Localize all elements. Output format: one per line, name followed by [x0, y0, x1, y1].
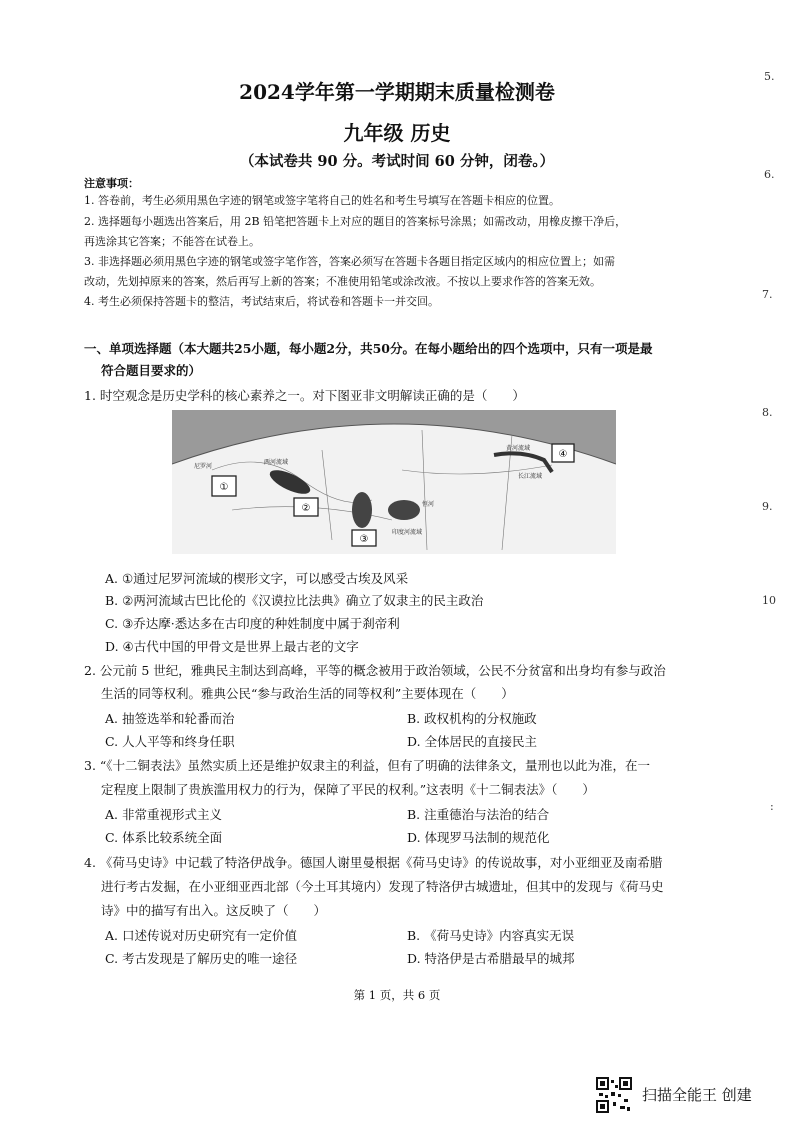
q3-option-b: B. 注重德治与法治的结合 — [407, 807, 550, 822]
notice-line: 3. 非选择题必须用黑色字迹的钢笔或签字笔作答，答案必须写在答题卡各题目指定区域内的相应位置上；如需 — [84, 255, 615, 268]
q3-option-a: A. 非常重视形式主义 — [105, 807, 222, 822]
q2-option-c: C. 人人平等和终身任职 — [105, 734, 235, 749]
q2-option-d: D. 全体居民的直接民主 — [407, 734, 538, 749]
margin-mark: 8. — [762, 406, 773, 419]
section-heading: 一、单项选择题（本大题共25小题，每小题2分，共50分。在每小题给出的四个选项中，只有一项是最 — [84, 341, 653, 356]
map-marker: ④ — [558, 449, 568, 460]
map-label-nile: 尼罗河 — [194, 463, 213, 470]
margin-mark: 9. — [762, 500, 773, 513]
qr-code-icon — [596, 1077, 632, 1113]
q2-option-a: A. 抽签选举和轮番而治 — [105, 711, 235, 726]
map-marker: ② — [301, 503, 311, 514]
question-2-stem: 生活的同等权利。雅典公民“参与政治生活的同等权利”主要体现在（ ） — [101, 686, 514, 701]
question-4-stem: 诗》中的描写有出入。这反映了（ ） — [101, 903, 327, 918]
question-4-stem: 4. 《荷马史诗》中记载了特洛伊战争。德国人谢里曼根据《荷马史诗》的传说故事，对小亚细亚及南希腊 — [84, 855, 663, 870]
map-marker: ① — [219, 482, 229, 493]
notice-line: 改动，先划掉原来的答案，然后再写上新的答案；不准使用铅笔或涂改液。不按以上要求作答的答案无效。 — [84, 275, 601, 288]
margin-mark: 10 — [762, 594, 776, 607]
q3-option-d: D. 体现罗马法制的规范化 — [407, 830, 550, 845]
exam-subtitle: （本试卷共 90 分。考试时间 60 分钟，闭卷。） — [239, 153, 555, 170]
map-label-indus: 印度河流域 — [392, 529, 423, 536]
question-1-stem: 1. 时空观念是历史学科的核心素养之一。对下图亚非文明解读正确的是（ ） — [84, 388, 525, 403]
notice-line: 2. 选择题每小题选出答案后，用 2B 铅笔把答题卡上对应的题目的答案标号涂黑；如需改动，用橡皮擦干净后， — [84, 215, 627, 228]
map-label-yellow-river: 黄河流域 — [506, 445, 531, 452]
q4-option-b: B. 《荷马史诗》内容真实无误 — [407, 928, 575, 943]
q1-option-c: C. ③乔达摩·悉达多在古印度的种姓制度中属于刹帝利 — [105, 616, 400, 631]
q4-option-d: D. 特洛伊是古希腊最早的城邦 — [407, 951, 575, 966]
margin-mark: 5. — [764, 70, 775, 83]
q4-option-a: A. 口述传说对历史研究有一定价值 — [105, 928, 297, 943]
notice-line: 再选涂其它答案；不能答在试卷上。 — [84, 235, 260, 248]
q3-option-c: C. 体系比较系统全面 — [105, 830, 223, 845]
q2-option-b: B. 政权机构的分权施政 — [407, 711, 537, 726]
page-footer: 第 1 页，共 6 页 — [353, 988, 441, 1002]
q1-option-a: A. ①通过尼罗河流域的楔形文字，可以感受古埃及风采 — [105, 571, 409, 586]
margin-mark: 6. — [764, 168, 775, 181]
q1-option-b: B. ②两河流域古巴比伦的《汉谟拉比法典》确立了奴隶主的民主政治 — [105, 593, 484, 608]
question-3-stem: 3. “《十二铜表法》虽然实质上还是维护奴隶主的利益，但有了明确的法律条文，量刑也以此为准，在一 — [84, 758, 651, 773]
map-label-mesopotamia: 两河流域 — [264, 459, 289, 466]
q1-option-d: D. ④古代中国的甲骨文是世界上最古老的文字 — [105, 639, 359, 654]
map-label-yangtze: 长江流域 — [518, 473, 543, 480]
notice-line: 4. 考生必须保持答题卡的整洁，考试结束后，将试卷和答题卡一并交回。 — [84, 295, 439, 308]
notice-line: 1. 答卷前，考生必须用黑色字迹的钢笔或签字笔将自己的姓名和考生号填写在答题卡相应的位置。 — [84, 194, 560, 207]
q4-option-c: C. 考古发现是了解历史的唯一途径 — [105, 951, 298, 966]
exam-subject: 九年级 历史 — [343, 121, 451, 145]
question-3-stem: 定程度上限制了贵族滥用权力的行为，保障了平民的权利。”这表明《十二铜表法》（ ） — [101, 782, 595, 797]
question-4-stem: 进行考古发掘，在小亚细亚西北部（今土耳其境内）发现了特洛伊古城遗址，但其中的发现与《荷马史 — [101, 879, 664, 894]
map-marker: ③ — [359, 534, 369, 545]
notice-heading: 注意事项： — [84, 177, 139, 190]
question-2-stem: 2. 公元前 5 世纪，雅典民主制达到高峰，平等的概念被用于政治领域，公民不分贫富和出身均有参与政治 — [84, 663, 666, 678]
section-heading-cont: 符合题目要求的） — [101, 363, 202, 378]
afro-asian-civilizations-map — [172, 410, 616, 554]
exam-title: 2024学年第一学期期末质量检测卷 — [239, 80, 555, 104]
scanner-watermark: 扫描全能王 创建 — [642, 1086, 752, 1104]
margin-mark: : — [770, 800, 774, 813]
map-label-ganges: 恒河 — [422, 501, 435, 508]
margin-mark: 7. — [762, 288, 773, 301]
